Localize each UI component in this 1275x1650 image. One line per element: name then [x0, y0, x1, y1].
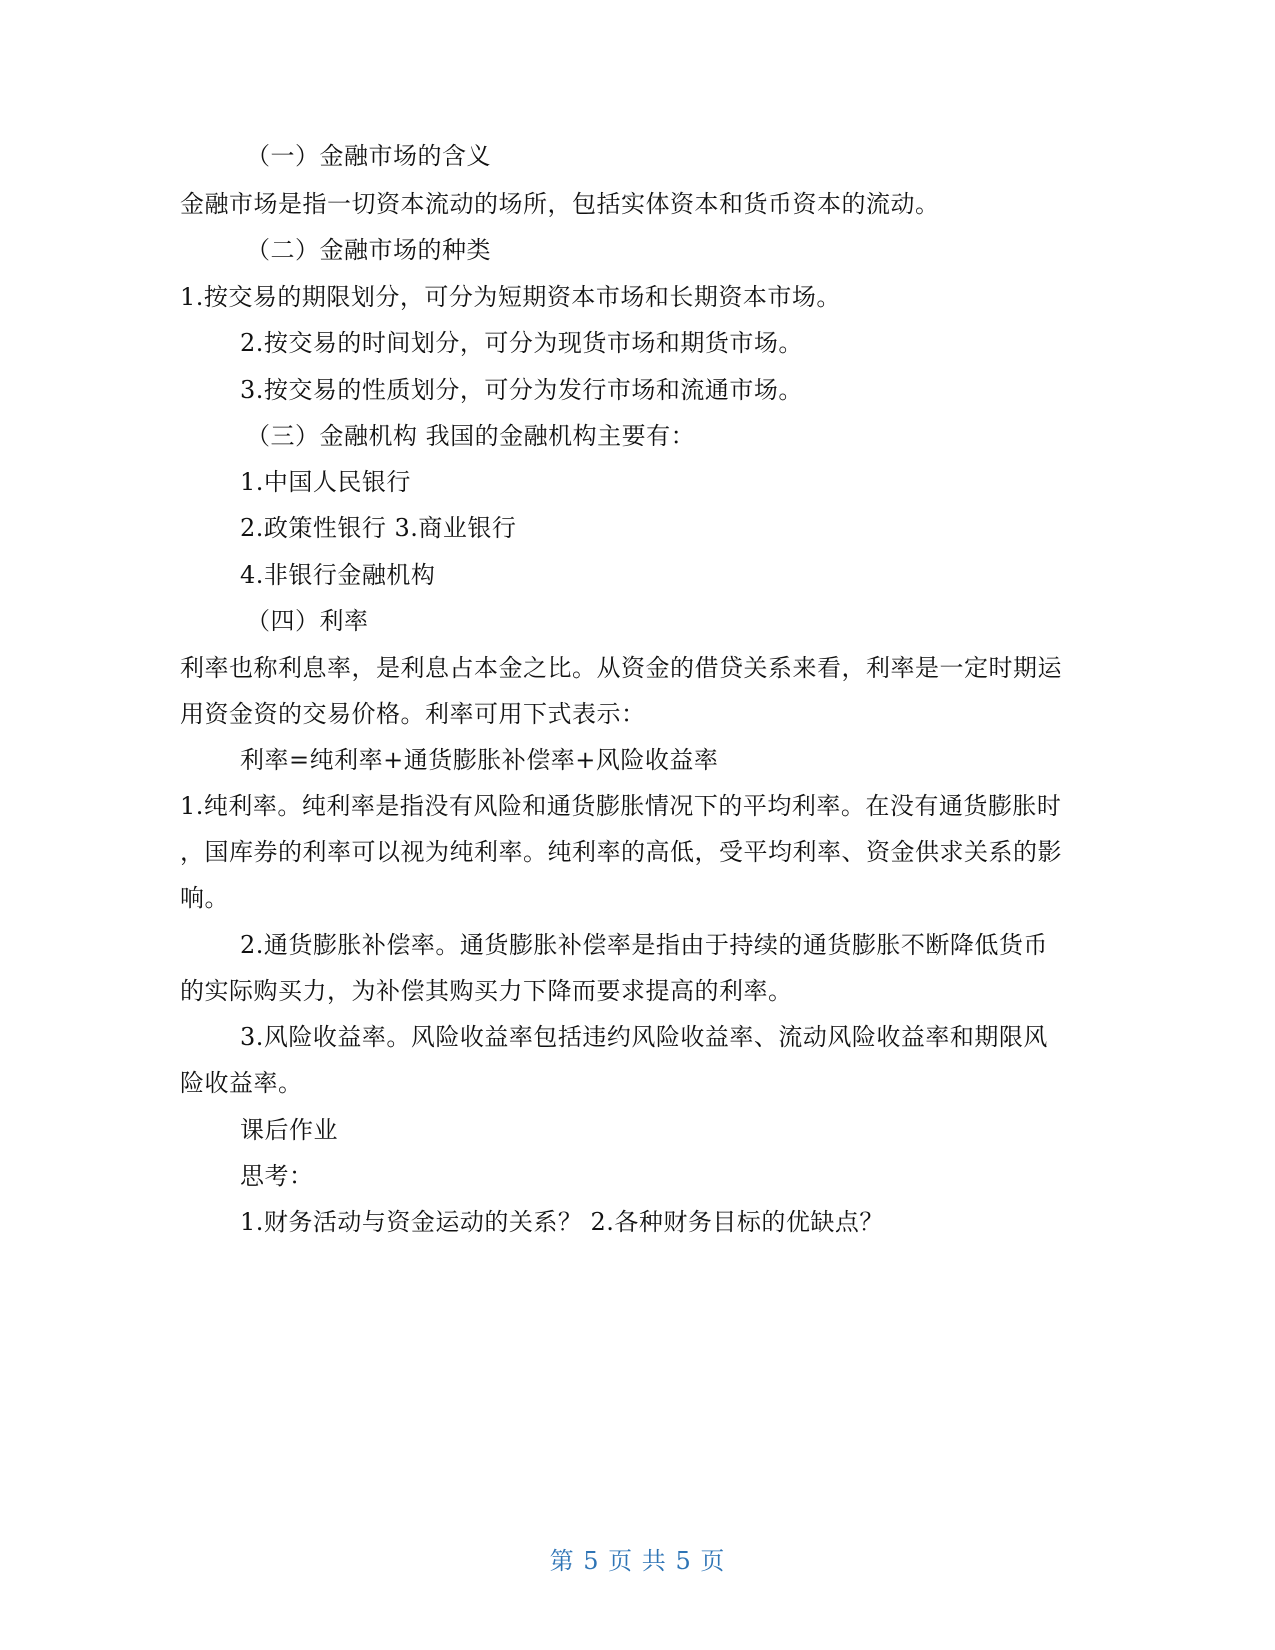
paragraph-line: 3.风险收益率。风险收益率包括违约风险收益率、流动风险收益率和期限风 [240, 1023, 1048, 1051]
paragraph-line: 险收益率。 [180, 1069, 303, 1097]
list-item: 2.政策性银行 3.商业银行 [240, 514, 517, 542]
paragraph-line: 用资金资的交易价格。利率可用下式表示： [180, 700, 646, 728]
list-item: 1.按交易的期限划分，可分为短期资本市场和长期资本市场。 [180, 283, 841, 311]
section-heading-3: （三）金融机构 我国的金融机构主要有： [246, 422, 696, 450]
list-item: 1.中国人民银行 [240, 468, 411, 496]
question-line: 1.财务活动与资金运动的关系？ 2.各种财务目标的优缺点？ [240, 1208, 884, 1236]
formula-line: 利率=纯利率+通货膨胀补偿率+风险收益率 [240, 746, 719, 774]
paragraph-line: ，国库券的利率可以视为纯利率。纯利率的高低，受平均利率、资金供求关系的影 [180, 838, 1062, 866]
paragraph-line: 的实际购买力，为补偿其购买力下降而要求提高的利率。 [180, 977, 793, 1005]
paragraph-line: 利率也称利息率，是利息占本金之比。从资金的借贷关系来看，利率是一定时期运 [180, 654, 1062, 682]
list-item: 3.按交易的性质划分，可分为发行市场和流通市场。 [240, 376, 803, 404]
paragraph-line: 2.通货膨胀补偿率。通货膨胀补偿率是指由于持续的通货膨胀不断降低货币 [240, 931, 1048, 959]
list-item: 4.非银行金融机构 [240, 561, 436, 589]
section-heading-1: （一）金融市场的含义 [246, 142, 491, 170]
section-heading-4: （四）利率 [246, 607, 369, 635]
think-heading: 思考： [240, 1162, 314, 1190]
list-item: 2.按交易的时间划分，可分为现货市场和期货市场。 [240, 329, 803, 357]
homework-heading: 课后作业 [240, 1116, 338, 1144]
section-heading-2: （二）金融市场的种类 [246, 236, 491, 264]
page-footer: 第 5 页 共 5 页 [549, 1547, 726, 1575]
paragraph-line: 响。 [180, 884, 229, 912]
paragraph-line: 金融市场是指一切资本流动的场所，包括实体资本和货币资本的流动。 [180, 190, 940, 218]
paragraph-line: 1.纯利率。纯利率是指没有风险和通货膨胀情况下的平均利率。在没有通货膨胀时 [180, 792, 1062, 820]
